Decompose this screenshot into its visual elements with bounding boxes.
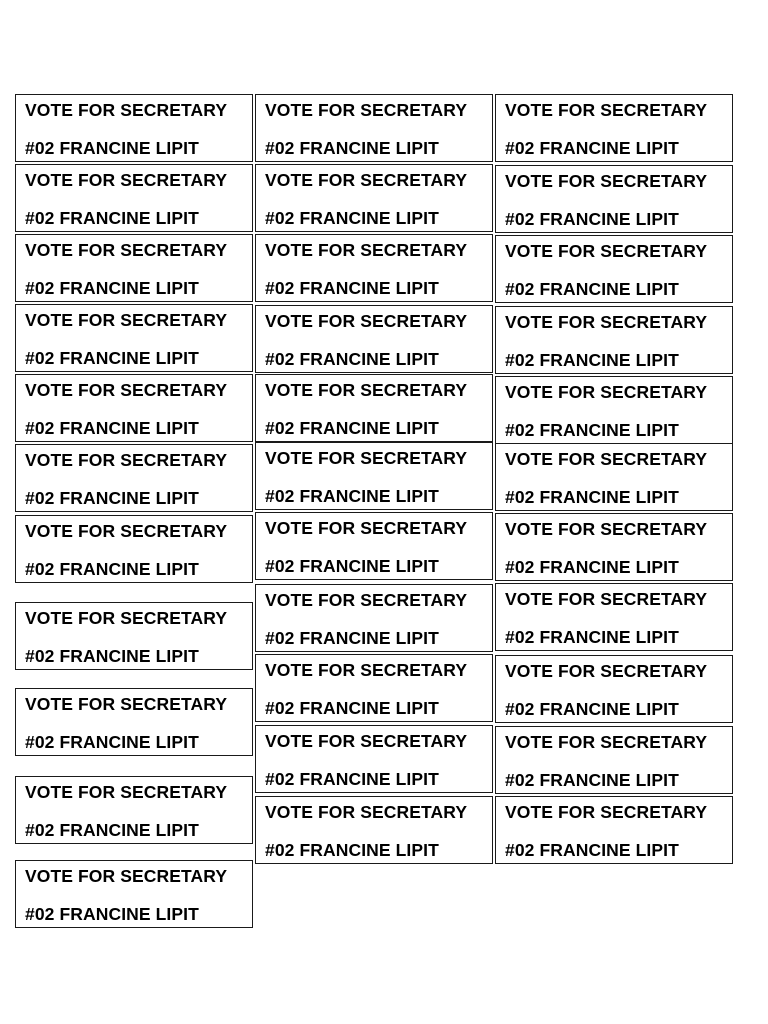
campaign-label: [255, 725, 493, 793]
label-heading: VOTE FOR SECRETARY: [505, 382, 708, 402]
campaign-label: [255, 234, 493, 302]
campaign-label: [255, 164, 493, 232]
label-heading: VOTE FOR SECRETARY: [265, 802, 468, 822]
label-candidate: #02 FRANCINE LIPIT: [505, 557, 679, 577]
label-heading: VOTE FOR SECRETARY: [505, 589, 708, 609]
campaign-label: [255, 796, 493, 864]
campaign-label: [495, 655, 733, 723]
campaign-label: [15, 164, 253, 232]
label-candidate: #02 FRANCINE LIPIT: [265, 208, 439, 228]
campaign-label: [15, 444, 253, 512]
campaign-label: [495, 306, 733, 374]
label-candidate: #02 FRANCINE LIPIT: [265, 486, 439, 506]
label-candidate: #02 FRANCINE LIPIT: [25, 278, 199, 298]
label-heading: VOTE FOR SECRETARY: [505, 732, 708, 752]
label-candidate: #02 FRANCINE LIPIT: [25, 138, 199, 158]
label-heading: VOTE FOR SECRETARY: [25, 170, 228, 190]
label-candidate: #02 FRANCINE LIPIT: [265, 418, 439, 438]
label-candidate: #02 FRANCINE LIPIT: [265, 138, 439, 158]
label-heading: VOTE FOR SECRETARY: [265, 518, 468, 538]
label-heading: VOTE FOR SECRETARY: [265, 170, 468, 190]
campaign-label: [15, 94, 253, 162]
label-candidate: #02 FRANCINE LIPIT: [505, 840, 679, 860]
label-heading: VOTE FOR SECRETARY: [265, 731, 468, 751]
campaign-label: [15, 515, 253, 583]
label-candidate: #02 FRANCINE LIPIT: [505, 627, 679, 647]
label-candidate: #02 FRANCINE LIPIT: [265, 556, 439, 576]
campaign-label: [495, 235, 733, 303]
label-heading: VOTE FOR SECRETARY: [265, 240, 468, 260]
label-heading: VOTE FOR SECRETARY: [25, 240, 228, 260]
label-candidate: #02 FRANCINE LIPIT: [505, 770, 679, 790]
label-heading: VOTE FOR SECRETARY: [505, 449, 708, 469]
campaign-label: [495, 726, 733, 794]
campaign-label: [15, 304, 253, 372]
label-heading: VOTE FOR SECRETARY: [505, 802, 708, 822]
campaign-label: [15, 860, 253, 928]
label-heading: VOTE FOR SECRETARY: [25, 694, 228, 714]
campaign-label: [15, 374, 253, 442]
label-candidate: #02 FRANCINE LIPIT: [25, 348, 199, 368]
label-heading: VOTE FOR SECRETARY: [265, 448, 468, 468]
label-heading: VOTE FOR SECRETARY: [265, 380, 468, 400]
campaign-label: [255, 374, 493, 442]
label-heading: VOTE FOR SECRETARY: [25, 380, 228, 400]
label-heading: VOTE FOR SECRETARY: [505, 171, 708, 191]
label-heading: VOTE FOR SECRETARY: [265, 590, 468, 610]
campaign-label: [255, 94, 493, 162]
campaign-label: [255, 442, 493, 510]
label-candidate: #02 FRANCINE LIPIT: [25, 732, 199, 752]
label-heading: VOTE FOR SECRETARY: [265, 311, 468, 331]
campaign-label: [255, 305, 493, 373]
label-heading: VOTE FOR SECRETARY: [25, 100, 228, 120]
campaign-label: [495, 513, 733, 581]
label-heading: VOTE FOR SECRETARY: [25, 521, 228, 541]
label-heading: VOTE FOR SECRETARY: [505, 241, 708, 261]
campaign-label: [255, 584, 493, 652]
campaign-label: [255, 654, 493, 722]
label-candidate: #02 FRANCINE LIPIT: [505, 209, 679, 229]
label-candidate: #02 FRANCINE LIPIT: [265, 628, 439, 648]
campaign-label: [15, 602, 253, 670]
label-heading: VOTE FOR SECRETARY: [265, 660, 468, 680]
label-heading: VOTE FOR SECRETARY: [25, 782, 228, 802]
label-candidate: #02 FRANCINE LIPIT: [25, 418, 199, 438]
label-candidate: #02 FRANCINE LIPIT: [25, 488, 199, 508]
campaign-label: [495, 443, 733, 511]
label-candidate: #02 FRANCINE LIPIT: [505, 487, 679, 507]
label-candidate: #02 FRANCINE LIPIT: [265, 698, 439, 718]
label-candidate: #02 FRANCINE LIPIT: [265, 349, 439, 369]
label-heading: VOTE FOR SECRETARY: [505, 100, 708, 120]
campaign-label: [495, 796, 733, 864]
campaign-label: [15, 776, 253, 844]
label-candidate: #02 FRANCINE LIPIT: [505, 279, 679, 299]
label-heading: VOTE FOR SECRETARY: [265, 100, 468, 120]
label-candidate: #02 FRANCINE LIPIT: [265, 840, 439, 860]
label-candidate: #02 FRANCINE LIPIT: [25, 820, 199, 840]
label-heading: VOTE FOR SECRETARY: [505, 661, 708, 681]
label-heading: VOTE FOR SECRETARY: [505, 519, 708, 539]
label-candidate: #02 FRANCINE LIPIT: [505, 699, 679, 719]
label-heading: VOTE FOR SECRETARY: [25, 450, 228, 470]
label-heading: VOTE FOR SECRETARY: [25, 866, 228, 886]
label-heading: VOTE FOR SECRETARY: [505, 312, 708, 332]
campaign-label: [255, 512, 493, 580]
label-candidate: #02 FRANCINE LIPIT: [265, 769, 439, 789]
label-candidate: #02 FRANCINE LIPIT: [25, 646, 199, 666]
label-heading: VOTE FOR SECRETARY: [25, 310, 228, 330]
label-candidate: #02 FRANCINE LIPIT: [505, 138, 679, 158]
label-heading: VOTE FOR SECRETARY: [25, 608, 228, 628]
campaign-label: [495, 94, 733, 162]
campaign-label: [495, 583, 733, 651]
label-candidate: #02 FRANCINE LIPIT: [505, 420, 679, 440]
label-candidate: #02 FRANCINE LIPIT: [265, 278, 439, 298]
label-candidate: #02 FRANCINE LIPIT: [25, 904, 199, 924]
campaign-label: [15, 234, 253, 302]
label-candidate: #02 FRANCINE LIPIT: [25, 208, 199, 228]
label-candidate: #02 FRANCINE LIPIT: [505, 350, 679, 370]
campaign-label: [495, 376, 733, 444]
campaign-label: [495, 165, 733, 233]
label-candidate: #02 FRANCINE LIPIT: [25, 559, 199, 579]
campaign-label: [15, 688, 253, 756]
